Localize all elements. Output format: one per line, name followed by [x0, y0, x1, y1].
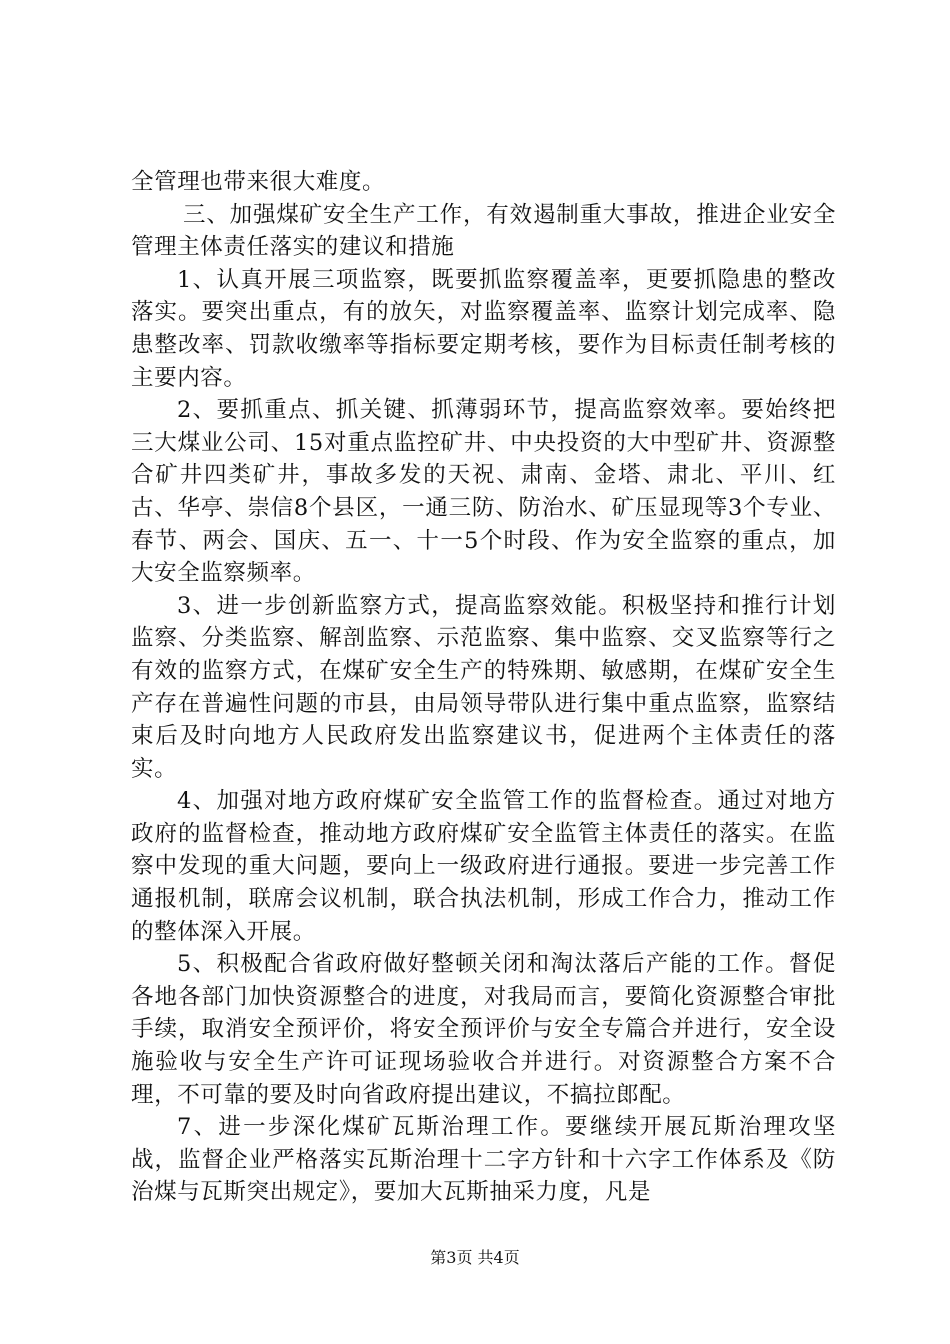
- document-body: [131, 166, 836, 1209]
- paragraph-item-4: 4、加强对地方政府煤矿安全监管工作的监督检查。通过对地方政府的监督检查，推动地方政府煤矿安全监管主体责任的落实。在监察中发现的重大问题，要向上一级政府进行通报。要进一步完善工作通报机制，联席会议机制，联合执法机制，形成工作合力，推动工作的整体深入开展。: [131, 788, 836, 945]
- page-footer: 第3页 共4页: [430, 1248, 520, 1267]
- paragraph-item-3: 3、进一步创新监察方式，提高监察效能。积极坚持和推行计划监察、分类监察、解剖监察、示范监察、集中监察、交叉监察等行之有效的监察方式，在煤矿安全生产的特殊期、敏感期，在煤矿安全生产存在普遍性问题的市县，由局领导带队进行集中重点监察，监察结束后及时向地方人民政府发出监察建议书，促进两个主体责任的落实。: [131, 592, 836, 782]
- paragraph-continuation: 全管理也带来很大难度。: [131, 169, 386, 195]
- paragraph-item-5: 5、积极配合省政府做好整顿关闭和淘汰落后产能的工作。督促各地各部门加快资源整合的进度，对我局而言，要简化资源整合审批手续，取消安全预评价，将安全预评价与安全专篇合并进行，安全设施验收与安全生产许可证现场验收合并进行。对资源整合方案不合理，不可靠的要及时向省政府提出建议，不搞拉郎配。: [131, 951, 836, 1108]
- paragraph-item-1: 1、认真开展三项监察，既要抓监察覆盖率，更要抓隐患的整改落实。要突出重点，有的放矢，对监察覆盖率、监察计划完成率、隐患整改率、罚款收缴率等指标要定期考核，要作为目标责任制考核的主要内容。: [131, 266, 836, 391]
- section-heading-3: 三、加强煤矿安全生产工作，有效遏制重大事故，推进企业安全管理主体责任落实的建议和措施: [131, 201, 836, 261]
- paragraph-item-7: 7、进一步深化煤矿瓦斯治理工作。要继续开展瓦斯治理攻坚战，监督企业严格落实瓦斯治理十二字方针和十六字工作体系及《防治煤与瓦斯突出规定》，要加大瓦斯抽采力度，凡是: [131, 1114, 836, 1206]
- paragraph-item-2: 2、要抓重点、抓关键、抓薄弱环节，提高监察效率。要始终把三大煤业公司、15对重点监控矿井、中央投资的大中型矿井、资源整合矿井四类矿井，事故多发的天祝、肃南、金塔、肃北、平川、红古、华亭、崇信8个县区，一通三防、防治水、矿压显现等3个专业、春节、两会、国庆、五一、十一5个时段、作为安全监察的重点，加大安全监察频率。: [131, 397, 836, 587]
